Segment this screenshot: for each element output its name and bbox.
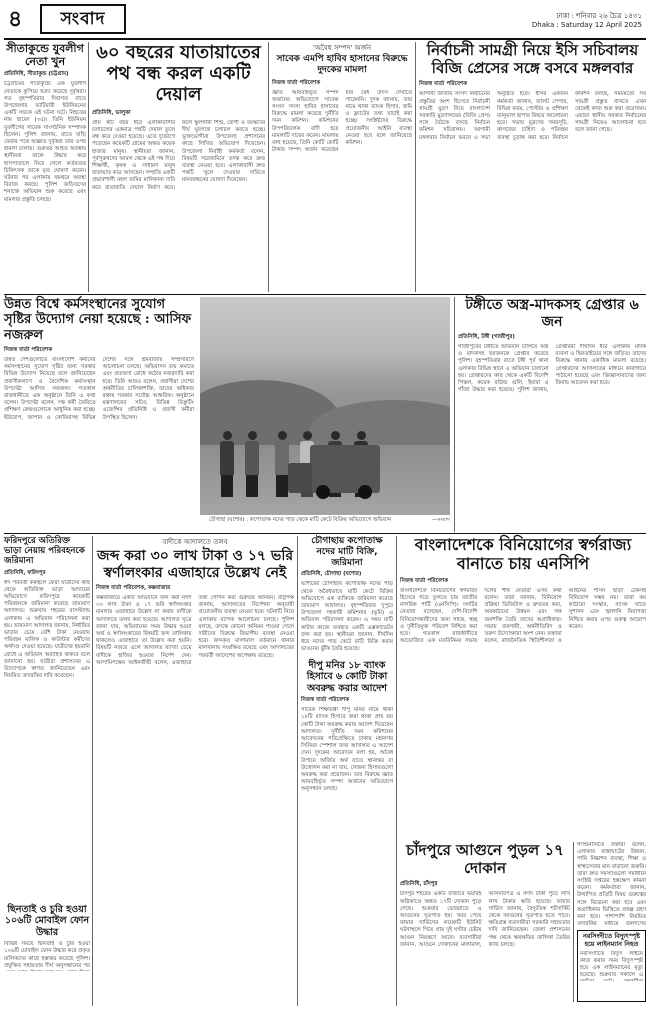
byline: প্রতিনিধি, ফরিদপুর	[4, 569, 46, 576]
headline: ৬০ বছরের যাতায়াতের পথ বন্ধ করল একটি দেয়াল	[96, 42, 261, 106]
byline: প্রতিনিধি, চাঁদপুর	[400, 881, 438, 888]
story-chandpur	[400, 842, 570, 1002]
story-body: বিভিন্ন সময়ে ছিনতাই ও চুরি হওয়া ১০৬টি মোবাইল ফোন উদ্ধার করে প্রকৃত মালিকদের কাছে হস্তান্তর করেছে পুলিশ। প্রযুক্তির সহায়তায় দীর্ঘ অনুসন্ধানের পর	[4, 941, 90, 969]
story-body: গণশুনানিতে বক্তারা বলেন, এলাকার রাস্তাঘাটের উন্নয়ন, পানি নিষ্কাশন ব্যবস্থা, শিক্ষা ও স্বাস্থ্যসেবার মান বাড়ানো জরুরি। তারা দ্রুত সমস্যাগুলো সমাধানে সংশ্লিষ্ট দপ্তরের হস্তক্ষেপ কামনা করেন। কর্মকর্তারা জানান, উত্থাপিত প্রতিটি বিষয় গুরুত্বের সঙ্গে বিবেচনা করা হবে এবং অগ্রাধিকার ভিত্তিতে প্রকল্প গ্রহণ করা হবে। পাশাপাশি নিয়মিত তদারকির মাধ্যমে জনগণের	[577, 842, 646, 926]
story-narsingdi	[577, 930, 646, 1002]
page-number: ৪	[8, 7, 23, 32]
headline: টঙ্গীতে অস্ত্র-মাদকসহ গ্রেপ্তার ৬ জন	[465, 297, 639, 330]
story-mp-case	[272, 42, 412, 292]
byline: প্রতিনিধি, সীতাকুন্ড (চট্টগ্রাম)	[4, 71, 69, 78]
headline: নরসিংদীতে বিদ্যুৎস্পৃষ্ট হয়ে লাইনম্যান নিহত	[582, 932, 641, 948]
column-divider	[88, 42, 89, 292]
person-figure	[275, 431, 289, 497]
headline: নির্বাচনী সামগ্রী নিয়ে ইসি সচিবালয় বিজি প্রেসের সঙ্গে বসবে মঙ্গলবার	[426, 41, 639, 77]
story-gold-seizure	[96, 536, 294, 996]
date-english: Dhaka : Saturday 12 April 2025	[531, 21, 642, 29]
kicker: বাদীকে আদালতে তলব	[162, 538, 228, 546]
headline: চৌগাছায় কপোতাক্ষ নদের মাটি বিক্রি, জরিমানা	[311, 536, 383, 568]
story-tongi	[458, 297, 646, 532]
photo-credit: —সংবাদ	[432, 517, 450, 523]
excavator-shape	[310, 445, 380, 493]
story-election-commission	[419, 42, 646, 292]
story-body: প্রায় ষাট বছর ধরে এলাকাবাসীর চলাচলের একমাত্র পথটি দেয়াল তুলে বন্ধ করে দেওয়া হয়েছে। এতে দুর্ভোগে পড়েছেন কয়েকটি গ্রামের অন্তত কয়েক হাজার মানুষ। স্থানীয়রা জানান, পূর্বপুরুষদের আমল থেকে এই পথ দিয়ে শিক্ষার্থী, কৃষক ও সাধারণ মানুষ যাতায়াত করে আসছেন। সম্প্রতি একটি প্রভাবশালী মহল জমির মালিকানা দাবি করে রাতারাতি দেয়াল নির্মাণ করে। ফলে স্কুলগামী শিশু, রোগী ও বয়স্কদের দীর্ঘ ঘুরপথে চলাচল করতে হচ্ছে। ভুক্তভোগীরা উপজেলা প্রশাসনের কাছে লিখিত অভিযোগ দিয়েছেন। উপজেলা নির্বাহী কর্মকর্তা বলেন, বিষয়টি সরেজমিনে তদন্ত করে দ্রুত ব্যবস্থা নেওয়া হবে। এলাকাবাসী দ্রুত পথটি খুলে দেওয়ার দাবিতে মানববন্ধনের ঘোষণা দিয়েছেন।	[92, 119, 265, 191]
newspaper-logo: সংবাদ	[40, 4, 126, 34]
person-figure	[220, 431, 234, 497]
byline: নিজস্ব বার্তা পরিবেশক	[419, 81, 468, 88]
story-body: জ্ঞাত আয়বহির্ভূত সম্পদ অর্জনের অভিযোগে সাবেক সংসদ সদস্য হাবিব হাসানের বিরুদ্ধে মামলা করেছে দুর্নীতি দমন কমিশন। কমিশনের উপপরিচালক বাদী হয়ে মামলাটি দায়ের করেন। মামলায় বলা হয়েছে, তিনি কোটি কোটি টাকার সম্পদ অর্জন করেছেন যার বৈধ উৎস দেখাতে পারেননি। দুদক জানায়, তার নামে থাকা ব্যাংক হিসাব, জমি ও ফ্ল্যাটের তথ্য যাচাই করা হচ্ছে। সংশ্লিষ্টদের বিরুদ্ধে প্রয়োজনীয় আইনি ব্যবস্থা নেওয়া হবে বলে জানিয়েছে কমিশন।	[272, 89, 412, 154]
headline: ফরিদপুরে অতিরিক্ত ভাড়া নেয়ায় পরিবহনকে জরিমানা	[4, 536, 85, 567]
masthead-date	[482, 12, 642, 30]
headline: চাঁদপুরে আগুনে পুড়ল ১৭ দোকান	[406, 841, 564, 877]
section-rule	[4, 533, 646, 534]
column-divider	[92, 536, 93, 1006]
story-body: সাবেক শিক্ষামন্ত্রী দীপু মনির নামে থাকা ১৮টি ব্যাংক হিসাবে জমা থাকা প্রায় ছয় কোটি টাকা অবরুদ্ধ করার আদেশ দিয়েছেন আদালত। দুর্নীতি দমন কমিশনের আবেদনের পরিপ্রেক্ষিতে ঢাকার মহানগর সিনিয়র স্পেশাল জজ আদালত এ আদেশ দেন। দুদকের আবেদনে বলা হয়, অবৈধ উপায়ে অর্জিত অর্থ যাতে স্থানান্তর বা উত্তোলন করা না যায়, সেজন্য হিসাবগুলো অবরুদ্ধ করা প্রয়োজন। তার বিরুদ্ধে জ্ঞাত আয়বহির্ভূত সম্পদ অর্জনের অভিযোগে অনুসন্ধান চলছে।	[301, 707, 393, 793]
story-body: বাংলাদেশকে বিনিয়োগের স্বর্গরাজ্য হিসেবে গড়ে তুলতে চায় জাতীয় নাগরিক পার্টি (এনসিপি)। দলটির নেতারা বলেছেন, দেশি-বিদেশি বিনিয়োগকারীদের জন্য সহজ, স্বচ্ছ ও দুর্নীতিমুক্ত পরিবেশ নিশ্চিত করা হবে। গতকাল রাজধানীতে আয়োজিত এক মতবিনিময় সভায় দলের শীর্ষ নেতারা এসব কথা বলেন। তারা জানান, বিনিয়োগ প্রক্রিয়া ডিজিটাল ও দ্রুততর করা, অবকাঠামো উন্নয়ন এবং দক্ষ জনশক্তি তৈরি তাদের অগ্রাধিকার। সভায় ব্যবসায়ী, অর্থনীতিবিদ ও তরুণ উদ্যোক্তারা অংশ নেন। বক্তারা বলেন, রাজনৈতিক স্থিতিশীলতা ও আইনের শাসন ছাড়া টেকসই বিনিয়োগ সম্ভব নয়। তারা কর কাঠামো সংস্কার, ব্যাংক খাতে সুশাসন এবং জ্বালানি নিরাপত্তা নিশ্চিত করার ওপর গুরুত্ব আরোপ করেন।	[400, 587, 646, 645]
masthead-rule	[4, 38, 646, 40]
column-divider	[454, 297, 455, 532]
story-body: যশোরের চৌগাছায় কপোতাক্ষ নদের পাড় থেকে অবৈধভাবে মাটি কেটে বিক্রির অভিযোগে এক ব্যক্তিকে জরিমানা করেছে ভ্রাম্যমাণ আদালত। বৃহস্পতিবার দুপুরে উপজেলা সহকারী কমিশনার (ভূমি) এ অভিযান পরিচালনা করেন। এ সময় মাটি কাটার কাজে ব্যবহৃত একটি এক্সকাভেটর জব্দ করা হয়। স্থানীয়রা জানান, দীর্ঘদিন ধরে নদের পাড় কেটে মাটি বিক্রি করায় ভাঙনের ঝুঁকি তৈরি হয়েছে।	[301, 581, 393, 653]
byline: প্রতিনিধি, চৌগাছা (যশোর)	[301, 571, 362, 578]
byline: প্রতিনিধি, টঙ্গী (গাজীপুর)	[458, 334, 515, 341]
story-body: গাজীপুরের টঙ্গীতে অভিযান চালিয়ে অস্ত্র ও মাদকসহ ছয়জনকে গ্রেপ্তার করেছে পুলিশ। বৃহস্পতিবার রাতে টঙ্গী পূর্ব থানা এলাকার বিভিন্ন স্থানে এ অভিযান চালানো হয়। গ্রেপ্তারদের কাছ থেকে একটি বিদেশি পিস্তল, কয়েক রাউন্ড গুলি, ইয়াবা ও গাঁজা উদ্ধার করা হয়েছে। পুলিশ জানায়, গ্রেপ্তাররা দীর্ঘদিন ধরে এলাকায় মাদক ব্যবসা ও ছিনতাইয়ের সঙ্গে জড়িত। তাদের বিরুদ্ধে থানায় একাধিক মামলা রয়েছে। গ্রেপ্তারদের আদালতের মাধ্যমে কারাগারে পাঠানো হয়েছে এবং জিজ্ঞাসাবাদের জন্য রিমান্ড আবেদন করা হবে।	[458, 344, 646, 394]
photo-caption: চৌগাছা (যশোর) : কপোতাক্ষ নদের পাড় থেকে মাটি কেটে বিক্রির অভিযোগে অভিযান	[209, 517, 391, 523]
story-dipu-moni	[301, 660, 393, 1000]
story-mobile-phones	[4, 904, 90, 1006]
story-body: উন্নত দেশগুলোতে বাংলাদেশি কর্মীদের কর্মসংস্থানের সুযোগ সৃষ্টির জন্য সরকার বিভিন্ন উদ্যোগ নিয়েছে বলে জানিয়েছেন প্রবাসীকল্যাণ ও বৈদেশিক কর্মসংস্থান উপদেষ্টা আসিফ নজরুল। গতকাল রাজধানীতে এক অনুষ্ঠানে তিনি এ কথা বলেন। উপদেষ্টা বলেন, দক্ষ কর্মী তৈরিতে প্রশিক্ষণ কেন্দ্রগুলোকে আধুনিক করা হচ্ছে। ইউরোপ, জাপান ও কোরিয়াসহ বিভিন্ন দেশের সঙ্গে শ্রমবাজার সম্প্রসারণে আলোচনা চলছে। অভিবাসন ব্যয় কমাতে এবং প্রতারণা রোধে কঠোর নজরদারি করা হবে। তিনি আরও বলেন, প্রবাসীরা দেশের অর্থনীতির চালিকাশক্তি, তাদের অধিকার রক্ষায় সরকার সর্বোচ্চ আন্তরিক। অনুষ্ঠানে মন্ত্রণালয়ের সচিব, বিভিন্ন রিক্রুটিং এজেন্সির প্রতিনিধি ও প্রবাসী কর্মীরা উপস্থিত ছিলেন।	[4, 356, 194, 421]
column-divider	[573, 842, 574, 1002]
column-divider	[415, 42, 416, 292]
story-body: নরসিংদীতে বিদ্যুৎ লাইনে কাজ করার সময় বিদ্যুৎস্পৃষ্ট হয়ে এক লাইনম্যানের মৃত্যু হয়েছে। শুক্রবার সকালে এ	[580, 950, 643, 979]
story-asif-nazrul	[4, 297, 194, 532]
byline: নিজস্ব বার্তা পরিবেশক	[301, 697, 350, 704]
story-body: আগামী জাতীয় সংসদ নির্বাচনের প্রস্তুতির অংশ হিসেবে নির্বাচনী সামগ্রী মুদ্রণ নিয়ে বাংলাদেশ সরকারি মুদ্রণালয়ের (বিজি প্রেস) সঙ্গে বৈঠকে বসছে নির্বাচন কমিশন সচিবালয়। আগামী মঙ্গলবার নির্বাচন ভবনে এ সভা অনুষ্ঠিত হবে। ইসির একজন কর্মকর্তা জানান, ব্যালট পেপার, বিভিন্ন ফরম, পোস্টার ও প্রশিক্ষণ ম্যানুয়াল ছাপার বিষয়ে আলোচনা হবে। সভায় মুদ্রণের সময়সূচি, কাগজের চাহিদা ও পরিবহন ব্যবস্থা চূড়ান্ত করা হবে। নির্বাচন কমিশন বলছে, সময়মতো সব সামগ্রী প্রস্তুত রাখতে এখন থেকেই কাজ শুরু করা প্রয়োজন। এছাড়া স্থানীয় সরকার নির্বাচনের সামগ্রী নিয়েও আলোচনা হবে বলে জানা গেছে।	[419, 91, 646, 141]
column-divider	[396, 536, 397, 1006]
story-continuation	[577, 842, 646, 926]
headline: সাবেক এমপি হাবিব হাসানের বিরুদ্ধে দুদকের মামলা	[276, 54, 408, 75]
story-faridpur	[4, 536, 90, 901]
byline: প্রতিনিধি, ভালুকা	[92, 109, 131, 116]
byline: নিজস্ব বার্তা পরিবেশক	[400, 577, 449, 584]
byline: নিজস্ব বার্তা পরিবেশক, কক্সবাজার	[96, 585, 171, 592]
headline: ছিনতাই ও চুরি হওয়া ১০৬টি মোবাইল ফোন উদ্ধার	[4, 904, 90, 938]
story-sitakunda	[4, 42, 86, 292]
byline: নিজস্ব বার্তা পরিবেশক	[4, 346, 53, 353]
headline: বাংলাদেশকে বিনিয়োগের স্বর্গরাজ্য বানাতে চায় এনসিপি	[414, 535, 632, 573]
column-divider	[297, 536, 298, 1006]
column-divider	[268, 42, 269, 292]
story-body: কক্সবাজারে একটি অভিযানে জব্দ করা নগদ ৩০ লাখ টাকা ও ১৭ ভরি স্বর্ণালংকার মামলার এজাহারে উল্লেখ না করায় বাদীকে আদালতে তলব করা হয়েছে। আদালত সূত্রে জানা যায়, অভিযানের সময় উদ্ধার হওয়া অর্থ ও স্বর্ণালংকারের বিষয়টি জব্দ তালিকায় থাকলেও এজাহারে তা উল্লেখ করা হয়নি। বিষয়টি নজরে এলে আদালত ব্যাখ্যা চেয়ে বাদীকে হাজির হওয়ার নির্দেশ দেন। আসামিপক্ষের আইনজীবী বলেন, এজাহারে তথ্য গোপন করা গুরুতর অনিয়ম। রাষ্ট্রপক্ষ জানায়, আদালতের নির্দেশনা অনুযায়ী প্রয়োজনীয় ব্যবস্থা নেওয়া হবে। ঘটনাটি নিয়ে এলাকায় ব্যাপক আলোচনা চলছে। পুলিশ বলছে, তদন্তে কোনো অনিয়ম পাওয়া গেলে দায়ীদের বিরুদ্ধে বিভাগীয় ব্যবস্থা নেওয়া হবে। জব্দকৃত মালামাল বর্তমানে থানার মালখানায় সংরক্ষিত রয়েছে এবং আদালতের পরবর্তী আদেশের অপেক্ষায় রয়েছে।	[96, 595, 294, 666]
headline: জব্দ করা ৩০ লাখ টাকা ও ১৭ ভরি স্বর্ণালংকার এজাহারে উল্লেখ নেই	[96, 548, 294, 581]
byline: নিজস্ব বার্তা পরিবেশক	[272, 79, 321, 86]
story-ncp	[400, 536, 646, 836]
kicker: 'অবৈধ সম্পদ' অর্জন	[312, 44, 372, 52]
story-wall	[92, 42, 265, 292]
headline: সীতাকুন্ডে যুবলীগ নেতা খুন	[6, 42, 84, 69]
headline: দীপু মনির ১৮ ব্যাংক হিসাবে ৬ কোটি টাকা অবরুদ্ধ করার আদেশ	[306, 660, 388, 694]
story-body: ঈদ পরবর্তী কর্মস্থলে ফেরা যাত্রীদের কাছ থেকে অতিরিক্ত ভাড়া আদায়ের অভিযোগে ফরিদপুরে কয়েকটি পরিবহনকে জরিমানা করেছে ভ্রাম্যমাণ আদালত। শুক্রবার শহরের বাসস্ট্যান্ড এলাকায় এ অভিযান পরিচালনা করা হয়। ভ্রাম্যমাণ আদালত জানায়, নির্ধারিত ভাড়ার চেয়ে বেশি টাকা নেওয়ায় পরিবহন মালিক ও কাউন্টার কর্মীদের অর্থদণ্ড দেওয়া হয়েছে। যাত্রীদের হয়রানি রোধে এ অভিযান অব্যাহত থাকবে বলে জানানো হয়। যাত্রীরা প্রশাসনের এ উদ্যোগকে স্বাগত জানিয়েছেন এবং নিয়মিত তদারকির দাবি করেছেন।	[4, 579, 90, 680]
story-body: চট্টগ্রামের সীতাকুন্ডে এক যুবলীগ নেতাকে কুপিয়ে হত্যা করেছে দুর্বৃত্তরা। গত বৃহস্পতিবার দিবাগত রাতে উপজেলার ভাটিয়ারী ইউনিয়নের একটি সড়কে এই ঘটনা ঘটে। নিহতের নাম ছাবেদ (৩৫)। তিনি ইউনিয়ন যুবলীগের সাবেক সাংগঠনিক সম্পাদক ছিলেন। পুলিশ জানায়, রাতে বাড়ি ফেরার পথে অজ্ঞাত দুর্বৃত্তরা তার ওপর হামলা চালায়। গুরুতর আহত অবস্থায় স্থানীয়রা তাকে উদ্ধার করে হাসপাতালে নিয়ে গেলে কর্তব্যরত চিকিৎসক তাকে মৃত ঘোষণা করেন। ঘটনার পর এলাকায় থমথমে অবস্থা বিরাজ করছে। পুলিশ জড়িতদের শনাক্তে অভিযান শুরু করেছে এবং মামলার প্রস্তুতি চলছে।	[4, 81, 86, 203]
date-bengali: ঢাকা : শনিবার ২৬ চৈত্র ১৪৩১	[556, 12, 642, 20]
story-river-soil	[301, 536, 393, 656]
section-rule	[4, 294, 646, 295]
headline: উন্নত বিশ্বে কর্মসংস্থানের সুযোগ সৃষ্টির উদ্যোগ নেয়া হয়েছে : আসিফ নজরুল	[4, 297, 192, 343]
news-photo	[200, 297, 450, 515]
person-figure	[245, 431, 259, 497]
story-body: চাঁদপুর শহরের একটি বাজারে ভয়াবহ অগ্নিকাণ্ডে অন্তত ১৭টি দোকান পুড়ে গেছে। শুক্রবার ভোররাতে এ আগুনের সূত্রপাত হয়। খবর পেয়ে ফায়ার সার্ভিসের কয়েকটি ইউনিট ঘটনাস্থলে গিয়ে প্রায় দুই ঘণ্টার চেষ্টায় আগুন নিয়ন্ত্রণে আনে। ব্যবসায়ীরা জানান, আগুনে দোকানের মালামাল, আসবাবপত্র ও নগদ টাকা পুড়ে লাখ লাখ টাকার ক্ষতি হয়েছে। ফায়ার সার্ভিস জানায়, বৈদ্যুতিক শর্টসার্কিট থেকে আগুনের সূত্রপাত হতে পারে। ক্ষতিগ্রস্ত ব্যবসায়ীরা সরকারি সহায়তার দাবি জানিয়েছেন। জেলা প্রশাসনের পক্ষ থেকে ক্ষয়ক্ষতির তালিকা তৈরির কাজ চলছে।	[400, 891, 570, 948]
